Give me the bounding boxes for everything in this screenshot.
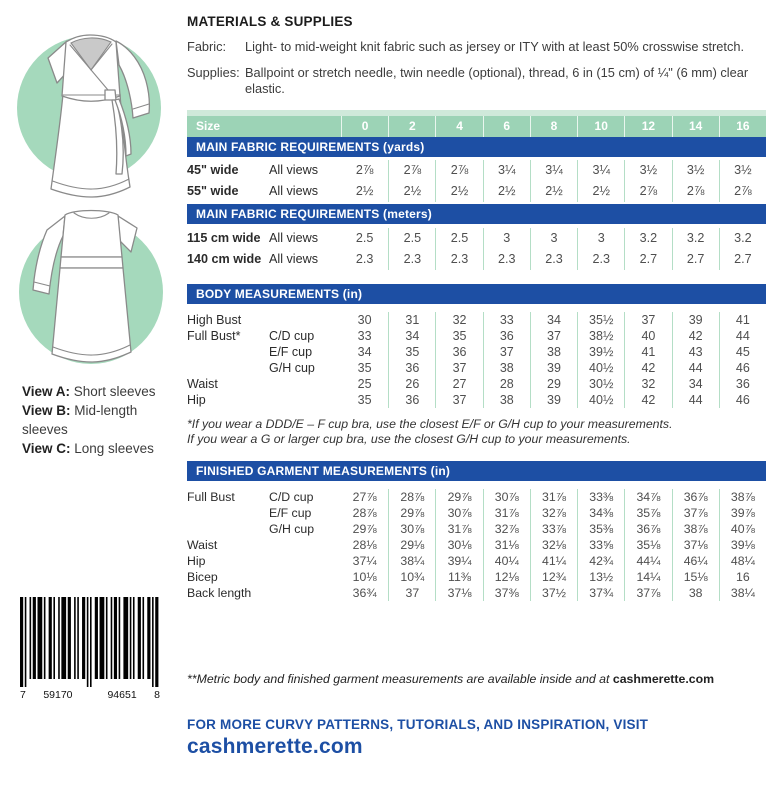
barcode-bar [30, 597, 32, 679]
table-cell: 31⅞ [530, 489, 577, 505]
barcode-bar [61, 597, 66, 679]
table-cell: 3½ [624, 160, 671, 181]
table-cell: 2.5 [355, 231, 374, 245]
table-cell: 3.2 [672, 228, 719, 249]
fabric-text: Light- to mid-weight knit fabric such as jersey or ITY with at least 50% crosswise stretch. [245, 39, 745, 54]
table-cell: 16 [719, 569, 766, 585]
dress-back-illustration [4, 204, 180, 376]
table-cell: 38 [672, 585, 719, 601]
table-cell: 39⅞ [719, 505, 766, 521]
row-sublabel: All views [269, 184, 318, 198]
row-sublabel [269, 585, 341, 601]
table-cell: 34 [672, 376, 719, 392]
row-sublabel: C/D cup [269, 490, 314, 504]
table-cell: 2.5 [435, 228, 482, 249]
table-cell: 42¾ [577, 553, 624, 569]
section-header-meters: MAIN FABRIC REQUIREMENTS (meters) [187, 204, 766, 224]
table-cell: 2⅞ [435, 160, 482, 181]
footer-website: cashmerette.com [187, 735, 363, 758]
row-label: Hip [187, 554, 206, 568]
table-cell: 25 [357, 377, 372, 391]
row-label: Full Bust* [187, 329, 241, 343]
table-cell: 35⅜ [577, 521, 624, 537]
table-row [187, 160, 766, 181]
table-finished-measurements [187, 489, 766, 601]
table-cell: 3 [577, 228, 624, 249]
table-cell: 44 [719, 328, 766, 344]
table-cell: 28⅞ [388, 489, 435, 505]
barcode-bar [138, 597, 141, 679]
metric-note-domain: cashmerette.com [612, 672, 715, 686]
table-cell: 3½ [719, 160, 766, 181]
table-cell: 2.3 [355, 252, 374, 266]
barcode-bar [87, 597, 89, 687]
table-cell: 44¼ [624, 553, 671, 569]
table-cell: 32 [624, 376, 671, 392]
barcode-bar [90, 597, 92, 687]
barcode-bar [123, 597, 128, 679]
table-cell: 36⅞ [672, 489, 719, 505]
content-column [187, 0, 766, 759]
table-cell: 29⅞ [435, 489, 482, 505]
table-cell: 46¼ [672, 553, 719, 569]
table-cell: 33⅜ [577, 489, 624, 505]
table-row [187, 553, 766, 569]
table-row [187, 328, 766, 344]
table-cell: 2⅞ [624, 181, 671, 202]
row-label: 45" wide [187, 163, 239, 177]
table-cell: 2½ [530, 181, 577, 202]
table-cell: 2.5 [388, 228, 435, 249]
barcode-bar [77, 597, 79, 679]
table-cell: 10¾ [388, 569, 435, 585]
row-label: 140 cm wide [187, 252, 262, 266]
table-cell: 37⅛ [672, 537, 719, 553]
table-cell: 2.3 [530, 249, 577, 270]
table-row [187, 312, 766, 328]
cup-note-line1: *If you wear a DDD/E – F cup bra, use the closest E/F or G/H cup to your measurements. [187, 417, 673, 431]
row-label: 115 cm wide [187, 231, 261, 245]
table-cell: 3.2 [624, 228, 671, 249]
table-yards [187, 160, 766, 202]
barcode-bar [33, 597, 36, 679]
size-header-bar [187, 116, 766, 137]
row-label [187, 360, 269, 376]
table-cell: 2.7 [624, 249, 671, 270]
table-cell: 39½ [577, 344, 624, 360]
table-cell: 36 [483, 328, 530, 344]
row-label: Waist [187, 377, 218, 391]
table-meters [187, 228, 766, 270]
size-column-header: 0 [341, 116, 388, 137]
row-label [187, 505, 269, 521]
table-cell: 40½ [577, 392, 624, 408]
row-sublabel [269, 376, 341, 392]
barcode-bar [133, 597, 135, 679]
table-cell: 30⅞ [483, 489, 530, 505]
table-cell: 30⅞ [435, 505, 482, 521]
table-cell: 38⅞ [672, 521, 719, 537]
table-cell: 40¼ [483, 553, 530, 569]
table-cell: 30⅞ [388, 521, 435, 537]
row-label [187, 521, 269, 537]
row-sublabel: E/F cup [269, 506, 312, 520]
table-cell: 45 [719, 344, 766, 360]
table-cell: 28 [483, 376, 530, 392]
table-cell: 3 [483, 228, 530, 249]
table-row [187, 360, 766, 376]
row-sublabel: All views [269, 252, 318, 266]
table-cell: 31⅞ [483, 505, 530, 521]
table-cell: 3½ [672, 160, 719, 181]
cup-note [187, 417, 766, 447]
row-label: Hip [187, 393, 206, 407]
size-column-header: 12 [624, 116, 671, 137]
barcode-bar [114, 597, 117, 679]
size-column-header: 16 [719, 116, 766, 137]
table-cell: 38¼ [719, 585, 766, 601]
table-cell: 43 [672, 344, 719, 360]
table-cell: 2.3 [388, 249, 435, 270]
table-row [187, 376, 766, 392]
section-header-body: BODY MEASUREMENTS (in) [187, 284, 766, 304]
row-label [187, 344, 269, 360]
section-header-yards: MAIN FABRIC REQUIREMENTS (yards) [187, 137, 766, 157]
table-cell: 3.2 [719, 228, 766, 249]
row-sublabel [269, 392, 341, 408]
table-cell: 34 [357, 345, 372, 359]
table-cell: 29 [530, 376, 577, 392]
table-cell: 37⅞ [672, 505, 719, 521]
table-cell: 31⅞ [435, 521, 482, 537]
table-cell: 14¼ [624, 569, 671, 585]
table-cell: 40½ [577, 360, 624, 376]
table-cell: 39 [530, 360, 577, 376]
table-cell: 2⅞ [388, 160, 435, 181]
row-sublabel: All views [269, 163, 318, 177]
table-cell: 2⅞ [672, 181, 719, 202]
table-cell: 36 [388, 360, 435, 376]
table-cell: 38⅞ [719, 489, 766, 505]
size-column-header: 4 [435, 116, 482, 137]
barcode-bar [68, 597, 71, 679]
row-label: Bicep [187, 570, 218, 584]
table-cell: 38¼ [388, 553, 435, 569]
view-c-label: View C: Long sleeves [22, 441, 154, 456]
view-a-label: View A: Short sleeves [22, 384, 156, 399]
row-label: High Bust [187, 313, 242, 327]
row-sublabel [269, 312, 341, 328]
table-cell: 2⅞ [719, 181, 766, 202]
table-cell: 41 [624, 344, 671, 360]
table-cell: 44 [672, 360, 719, 376]
table-cell: 37½ [530, 585, 577, 601]
table-cell: 34 [388, 328, 435, 344]
barcode-bar [25, 597, 27, 687]
table-cell: 44 [672, 392, 719, 408]
table-cell: 28⅛ [352, 538, 377, 552]
table-cell: 42 [624, 392, 671, 408]
row-label: Waist [187, 538, 218, 552]
table-row [187, 569, 766, 585]
table-cell: 37¼ [352, 554, 377, 568]
table-cell: 2½ [388, 181, 435, 202]
table-cell: 2.3 [435, 249, 482, 270]
dress-front-illustration [4, 8, 180, 204]
table-cell: 3¼ [530, 160, 577, 181]
table-cell: 46 [719, 360, 766, 376]
table-cell: 37⅜ [483, 585, 530, 601]
fabric-row [187, 39, 766, 55]
table-cell: 35⅛ [624, 537, 671, 553]
table-cell: 34⅜ [577, 505, 624, 521]
table-cell: 37 [624, 312, 671, 328]
table-cell: 27⅞ [352, 490, 377, 504]
barcode-bar [130, 597, 132, 679]
table-cell: 42 [672, 328, 719, 344]
table-row [187, 249, 766, 270]
barcode-bar [20, 597, 23, 687]
table-cell: 2.3 [483, 249, 530, 270]
table-cell: 32⅞ [530, 505, 577, 521]
barcode-bar [49, 597, 52, 679]
view-b-label: View B: Mid-length sleeves [22, 403, 138, 437]
barcode-bar [82, 597, 85, 679]
table-cell: 39¼ [435, 553, 482, 569]
fabric-label: Fabric: [187, 39, 227, 54]
row-label: Full Bust [187, 490, 235, 504]
barcode-digit-left: 7 [20, 689, 26, 701]
table-cell: 27 [435, 376, 482, 392]
table-cell: 35⅞ [624, 505, 671, 521]
table-cell: 37⅞ [624, 585, 671, 601]
barcode-bar [58, 597, 60, 679]
table-cell: 29⅞ [388, 505, 435, 521]
table-row [187, 392, 766, 408]
table-cell: 33 [483, 312, 530, 328]
row-label: Back length [187, 586, 252, 600]
table-cell: 26 [388, 376, 435, 392]
table-cell: 37 [530, 328, 577, 344]
table-cell: 28⅞ [352, 506, 377, 520]
row-sublabel [269, 537, 341, 553]
table-cell: 36 [388, 392, 435, 408]
size-label: Size [196, 119, 221, 133]
barcode-digits [20, 689, 160, 701]
table-cell: 39⅛ [719, 537, 766, 553]
row-sublabel: G/H cup [269, 522, 315, 536]
table-cell: 37⅛ [435, 585, 482, 601]
row-sublabel: All views [269, 231, 318, 245]
table-cell: 2.7 [719, 249, 766, 270]
table-cell: 12⅛ [483, 569, 530, 585]
table-cell: 31⅛ [483, 537, 530, 553]
table-cell: 32 [435, 312, 482, 328]
table-row [187, 344, 766, 360]
table-cell: 37 [435, 360, 482, 376]
barcode-bar [53, 597, 55, 679]
barcode-bar [147, 597, 150, 679]
barcode-bar [155, 597, 158, 687]
table-cell: 36 [719, 376, 766, 392]
size-column-header: 10 [577, 116, 624, 137]
size-column-header: 2 [388, 116, 435, 137]
row-sublabel: C/D cup [269, 329, 315, 343]
table-cell: 3 [530, 228, 577, 249]
table-cell: 38 [483, 360, 530, 376]
supplies-text: Ballpoint or stretch needle, twin needle (optional), thread, 6 in (15 cm) of ¼" (6 mm) clear elastic. [245, 65, 749, 96]
table-row [187, 521, 766, 537]
table-cell: 2.3 [577, 249, 624, 270]
table-cell: 46 [719, 392, 766, 408]
table-cell: 35 [388, 344, 435, 360]
metric-note: **Metric body and finished garment measurements are available inside and at cashmerette.com [187, 672, 715, 686]
barcode-bars [20, 597, 160, 687]
table-cell: 36⅞ [624, 521, 671, 537]
table-cell: 34 [530, 312, 577, 328]
table-row [187, 585, 766, 601]
barcode-bar [119, 597, 121, 679]
table-row [187, 537, 766, 553]
row-sublabel: G/H cup [269, 361, 315, 375]
table-cell: 35½ [577, 312, 624, 328]
barcode-bar [100, 597, 105, 679]
table-cell: 39 [530, 392, 577, 408]
upc-barcode [20, 597, 160, 701]
table-cell: 41¼ [530, 553, 577, 569]
table-cell: 2½ [435, 181, 482, 202]
size-column-header: 14 [672, 116, 719, 137]
row-sublabel [269, 553, 341, 569]
row-sublabel [269, 569, 341, 585]
table-cell: 2⅞ [355, 163, 374, 177]
cup-note-line2: If you wear a G or larger cup bra, use the closest G/H cup to your measurements. [187, 432, 631, 446]
table-cell: 42 [624, 360, 671, 376]
table-cell: 15⅛ [672, 569, 719, 585]
table-row [187, 489, 766, 505]
table-cell: 10⅛ [352, 570, 377, 584]
table-cell: 12¾ [530, 569, 577, 585]
section-header-finished: FINISHED GARMENT MEASUREMENTS (in) [187, 461, 766, 481]
barcode-bar [38, 597, 43, 679]
table-cell: 29⅞ [352, 522, 377, 536]
barcode-group-1: 59170 [43, 689, 73, 701]
table-cell: 33⅞ [530, 521, 577, 537]
materials-title: MATERIALS & SUPPLIES [187, 14, 353, 29]
table-cell: 33⅝ [577, 537, 624, 553]
table-cell: 2½ [483, 181, 530, 202]
table-cell: 40⅞ [719, 521, 766, 537]
barcode-bar [95, 597, 98, 679]
table-cell: 41 [719, 312, 766, 328]
table-cell: 40 [624, 328, 671, 344]
row-sublabel: E/F cup [269, 345, 313, 359]
size-column-header: 8 [530, 116, 577, 137]
barcode-bar [111, 597, 113, 679]
size-column-header: 6 [483, 116, 530, 137]
table-row [187, 228, 766, 249]
barcode-bar [152, 597, 154, 687]
table-cell: 38 [530, 344, 577, 360]
supplies-row [187, 65, 766, 97]
table-cell: 13½ [577, 569, 624, 585]
table-body-measurements [187, 312, 766, 408]
table-cell: 39 [672, 312, 719, 328]
table-cell: 37 [435, 392, 482, 408]
barcode-bar [44, 597, 46, 679]
barcode-digit-right: 8 [154, 689, 160, 701]
table-cell: 31 [388, 312, 435, 328]
table-cell: 36¾ [352, 586, 377, 600]
table-cell: 30 [357, 313, 372, 327]
table-cell: 11⅜ [435, 569, 482, 585]
table-cell: 34⅞ [624, 489, 671, 505]
table-row [187, 181, 766, 202]
table-cell: 35 [357, 361, 372, 375]
table-cell: 32⅞ [483, 521, 530, 537]
table-cell: 3¼ [577, 160, 624, 181]
table-cell: 2.7 [672, 249, 719, 270]
table-cell: 32⅛ [530, 537, 577, 553]
view-descriptions [22, 382, 174, 458]
supplies-label: Supplies: [187, 65, 240, 80]
table-cell: 37¾ [577, 585, 624, 601]
table-cell: 36 [435, 344, 482, 360]
table-cell: 33 [357, 329, 372, 343]
barcode-bar [74, 597, 76, 679]
table-cell: 38 [483, 392, 530, 408]
barcode-bar [106, 597, 108, 679]
footer-tagline: FOR MORE CURVY PATTERNS, TUTORIALS, AND INSPIRATION, VISIT [187, 717, 649, 732]
barcode-bar [143, 597, 145, 679]
table-cell: 29⅛ [388, 537, 435, 553]
table-cell: 35 [435, 328, 482, 344]
table-cell: 38½ [577, 328, 624, 344]
barcode-group-2: 94651 [107, 689, 137, 701]
table-cell: 48¼ [719, 553, 766, 569]
table-cell: 2½ [577, 181, 624, 202]
table-cell: 30⅛ [435, 537, 482, 553]
row-label: 55" wide [187, 184, 239, 198]
table-cell: 2½ [355, 184, 374, 198]
table-row [187, 505, 766, 521]
table-cell: 35 [357, 393, 372, 407]
table-cell: 30½ [577, 376, 624, 392]
table-cell: 37 [388, 585, 435, 601]
table-cell: 37 [483, 344, 530, 360]
table-cell: 3¼ [483, 160, 530, 181]
